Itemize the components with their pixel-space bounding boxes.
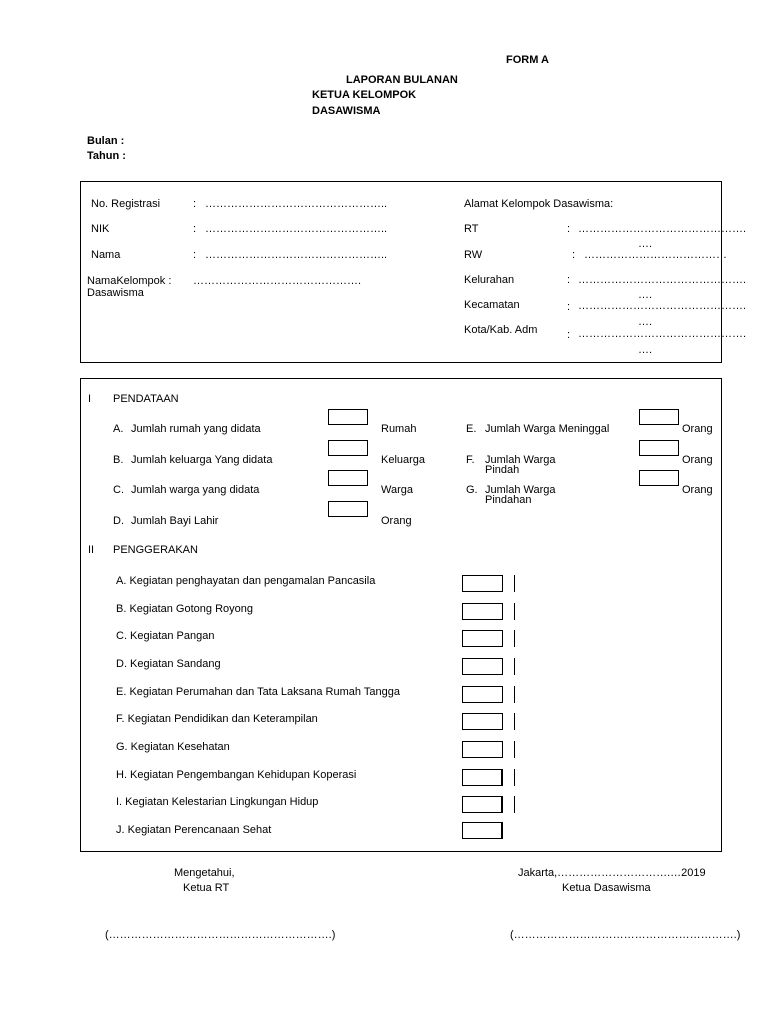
section-i-roman: I — [88, 393, 92, 405]
rt-label: RT — [464, 223, 479, 235]
kota-label: Kota/Kab. Adm — [464, 324, 538, 336]
kota-field[interactable]: ………………………………………. — [578, 328, 747, 340]
month-label: Bulan : — [87, 135, 125, 147]
row-key: E. — [466, 423, 477, 435]
kegiatan-checkbox-b[interactable] — [462, 603, 503, 620]
kegiatan-checkbox-g[interactable] — [462, 741, 503, 758]
row-key: A. — [113, 423, 124, 435]
divider — [514, 575, 515, 592]
form-code: FORM A — [506, 54, 549, 66]
meninggal-input-box[interactable] — [639, 409, 679, 425]
row-label: Jumlah Warga — [485, 454, 556, 466]
kegiatan-checkbox-h[interactable] — [462, 769, 503, 786]
ketua-rt-name-field[interactable]: (…………………………………………………….) — [105, 929, 336, 941]
section-ii-roman: II — [88, 544, 95, 556]
kegiatan-item: D. Kegiatan Sandang — [116, 658, 221, 670]
row-label: Jumlah rumah yang didata — [131, 423, 261, 435]
rw-label: RW — [464, 249, 483, 261]
colon: : — [567, 329, 571, 341]
kecamatan-field[interactable]: ………………………………………. — [578, 300, 747, 312]
nama-kelompok-label: NamaKelompok : — [87, 275, 172, 287]
row-unit: Warga — [381, 484, 413, 496]
kegiatan-checkbox-i[interactable] — [462, 796, 503, 813]
keluarga-input-box[interactable] — [328, 440, 368, 456]
kegiatan-checkbox-e[interactable] — [462, 686, 503, 703]
no-registrasi-field[interactable]: ………………………………………….. — [205, 198, 388, 210]
divider — [514, 769, 515, 786]
section-ii-title: PENGGERAKAN — [113, 544, 198, 556]
divider — [514, 658, 515, 675]
kegiatan-checkbox-d[interactable] — [462, 658, 503, 675]
rt-field[interactable]: ………………………………………. — [578, 223, 747, 235]
row-key: F. — [466, 454, 475, 466]
row-label: Jumlah keluarga Yang didata — [131, 454, 273, 466]
kegiatan-checkbox-c[interactable] — [462, 630, 503, 647]
divider — [514, 796, 515, 813]
row-unit: Rumah — [381, 423, 417, 435]
row-key: D. — [113, 515, 124, 527]
ketua-dasawisma-label: Ketua Dasawisma — [562, 882, 651, 894]
place-date[interactable]: Jakarta,………………………….…2019 — [518, 867, 706, 879]
colon: : — [567, 301, 571, 313]
section-i-title: PENDATAAN — [113, 393, 179, 405]
kegiatan-item: H. Kegiatan Pengembangan Kehidupan Koperasi — [116, 769, 357, 781]
kegiatan-item: C. Kegiatan Pangan — [116, 630, 215, 642]
alamat-title: Alamat Kelompok Dasawisma: — [464, 198, 614, 210]
kecamatan-field-cont: …. — [638, 316, 653, 328]
pindah-input-box[interactable] — [639, 440, 679, 456]
kegiatan-item: J. Kegiatan Perencanaan Sehat — [116, 824, 272, 836]
row-label: Jumlah Warga — [485, 484, 556, 496]
row-key: G. — [466, 484, 478, 496]
kegiatan-item: G. Kegiatan Kesehatan — [116, 741, 230, 753]
colon: : — [567, 274, 571, 286]
nama-field[interactable]: ………………………………………….. — [205, 249, 388, 261]
nik-field[interactable]: ………………………………………….. — [205, 223, 388, 235]
row-label: Jumlah Bayi Lahir — [131, 515, 219, 527]
colon: : — [193, 198, 197, 210]
colon: : — [572, 249, 576, 261]
kelurahan-label: Kelurahan — [464, 274, 515, 286]
rumah-input-box[interactable] — [328, 409, 368, 425]
kegiatan-item: B. Kegiatan Gotong Royong — [116, 603, 253, 615]
row-key: C. — [113, 484, 124, 496]
kelurahan-field-cont: …. — [638, 289, 653, 301]
row-unit: Orang — [682, 454, 713, 466]
row-label: Jumlah Warga Meninggal — [485, 423, 610, 435]
kegiatan-item: E. Kegiatan Perumahan dan Tata Laksana Rumah Tangga — [116, 686, 400, 698]
kota-field-cont: …. — [638, 344, 653, 356]
colon: : — [193, 223, 197, 235]
kegiatan-item: I. Kegiatan Kelestarian Lingkungan Hidup — [116, 796, 319, 808]
ketua-dasawisma-name-field[interactable]: (…………………………………………………….) — [510, 929, 741, 941]
row-unit: Orang — [682, 423, 713, 435]
kegiatan-checkbox-j[interactable] — [462, 822, 503, 839]
rw-field[interactable]: ………………………………… — [584, 249, 727, 261]
kegiatan-item: F. Kegiatan Pendidikan dan Keterampilan — [116, 713, 318, 725]
row-label: Jumlah warga yang didata — [131, 484, 260, 496]
nama-kelompok-field[interactable]: ………………………………………. — [193, 275, 362, 287]
rt-field-cont: …. — [638, 238, 653, 250]
divider — [514, 713, 515, 730]
bayi-lahir-input-box[interactable] — [328, 501, 368, 517]
row-key: B. — [113, 454, 124, 466]
title-dasawisma: DASAWISMA — [312, 105, 381, 117]
ketua-rt-label: Ketua RT — [183, 882, 230, 894]
kegiatan-checkbox-a[interactable] — [462, 575, 503, 592]
row-unit: Orang — [381, 515, 412, 527]
title-laporan: LAPORAN BULANAN — [346, 74, 458, 86]
no-registrasi-label: No. Registrasi — [91, 198, 161, 210]
row-label-2: Pindah — [485, 464, 520, 476]
divider — [514, 686, 515, 703]
row-label-2: Pindahan — [485, 494, 532, 506]
year-label: Tahun : — [87, 150, 126, 162]
nik-label: NIK — [91, 223, 110, 235]
warga-input-box[interactable] — [328, 470, 368, 486]
divider — [514, 630, 515, 647]
kecamatan-label: Kecamatan — [464, 299, 520, 311]
row-unit: Keluarga — [381, 454, 426, 466]
divider — [514, 741, 515, 758]
mengetahui-label: Mengetahui, — [174, 867, 235, 879]
divider — [514, 603, 515, 620]
title-ketua: KETUA KELOMPOK — [312, 89, 417, 101]
colon: : — [567, 223, 571, 235]
nama-label: Nama — [91, 249, 121, 261]
nama-kelompok-label-2: Dasawisma — [87, 287, 144, 299]
kelurahan-field[interactable]: ………………………………………. — [578, 274, 747, 286]
kegiatan-checkbox-f[interactable] — [462, 713, 503, 730]
pindahan-input-box[interactable] — [639, 470, 679, 486]
colon: : — [193, 249, 197, 261]
kegiatan-item: A. Kegiatan penghayatan dan pengamalan Pancasila — [116, 575, 376, 587]
row-unit: Orang — [682, 484, 713, 496]
